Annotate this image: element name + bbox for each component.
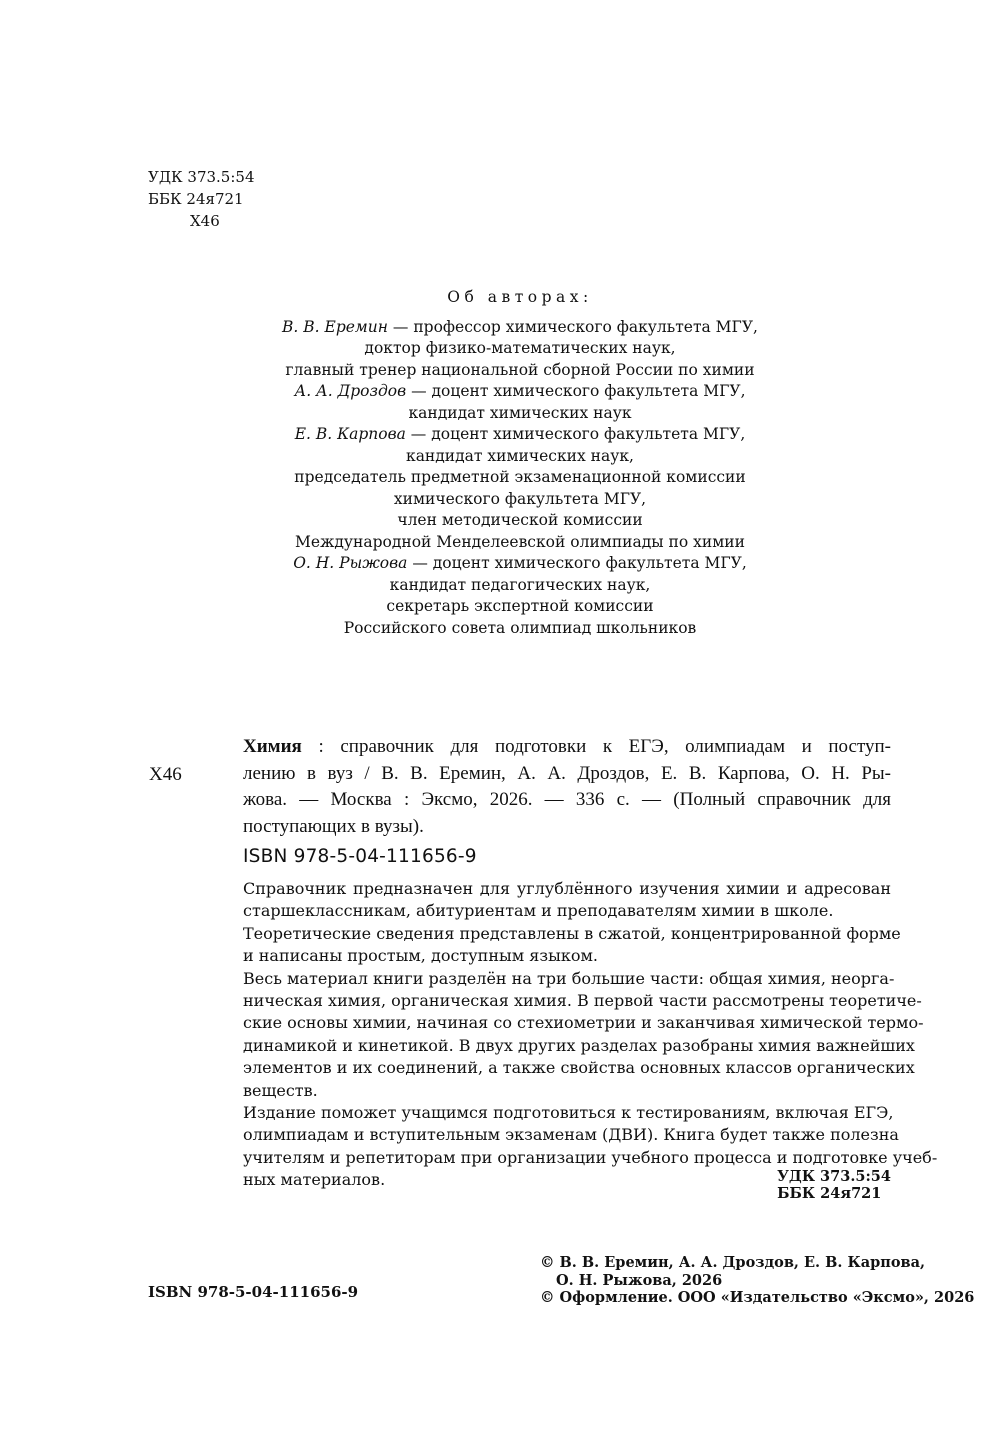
citation-line-1: Химия : справочник для подготовки к ЕГЭ, олимпиадам и поступ- — [243, 736, 891, 757]
author-sign: Х46 — [190, 212, 220, 230]
annotation-line: веществ. — [243, 1080, 318, 1100]
annotation-line: старшеклассникам, абитуриентам и преподавателям химии в школе. — [243, 901, 834, 921]
citation-line-3: жова. — Москва : Эксмо, 2026. — 336 с. — (Полный справочник для — [243, 789, 891, 810]
author-line: председатель предметной экзаменационной комиссии — [294, 468, 746, 486]
annotation-line: учителям и репетиторам при организации учебного процесса и подготовке учеб- — [243, 1147, 938, 1167]
annotation — [243, 878, 938, 1192]
author-line: Международной Менделеевской олимпиады по химии — [295, 532, 745, 551]
annotation-line: Издание поможет учащимся подготовиться к тестированиям, включая ЕГЭ, — [243, 1103, 894, 1123]
bibliographic-citation — [243, 734, 891, 840]
catalog-author-sign: Х46 — [149, 764, 182, 785]
copyright-line-1: © В. В. Еремин, А. А. Дроздов, Е. В. Карпова, — [540, 1254, 926, 1271]
author-name: В. В. Еремин — [282, 317, 388, 336]
author-line: А. А. Дроздов — доцент химического факультета МГУ, — [294, 382, 746, 400]
top-classification — [148, 166, 255, 232]
author-line: кандидат химических наук, — [406, 446, 634, 465]
authors-block — [200, 287, 840, 639]
udk-code-bottom: УДК 373.5:54 — [777, 1168, 891, 1185]
author-line: кандидат химических наук — [408, 403, 632, 422]
author-line: Е. В. Карпова — доцент химического факультета МГУ, — [294, 425, 746, 443]
isbn-main: ISBN 978-5-04-111656-9 — [243, 846, 477, 867]
annotation-line: Справочник предназначен для углублённого изучения химии и адресован — [243, 879, 891, 898]
author-name: А. А. Дроздов — [294, 382, 407, 400]
citation-line-4: поступающих в вузы). — [243, 815, 424, 837]
author-line: член методической комиссии — [397, 511, 643, 529]
authors-heading: Об авторах: — [447, 288, 593, 306]
annotation-line: ские основы химии, начиная со стехиометрии и заканчивая химической термо- — [243, 1013, 924, 1033]
bbk-code: ББК 24я721 — [148, 190, 244, 208]
annotation-line: Теоретические сведения представлены в сжатой, концентрированной форме — [243, 923, 901, 943]
book-title: Химия — [243, 736, 302, 757]
authors-list — [200, 317, 840, 640]
isbn-footer: ISBN 978-5-04-111656-9 — [148, 1283, 359, 1301]
udk-code: УДК 373.5:54 — [148, 168, 255, 186]
annotation-line: ническая химия, органическая химия. В первой части рассмотрены теоретиче- — [243, 991, 922, 1011]
author-line: О. Н. Рыжова — доцент химического факультета МГУ, — [293, 554, 747, 572]
author-line: секретарь экспертной комиссии — [386, 597, 654, 615]
author-line: доктор физико-математических наук, — [364, 339, 676, 357]
copyright-line-2: О. Н. Рыжова, 2026 — [556, 1271, 723, 1289]
author-line: В. В. Еремин — профессор химического факультета МГУ, — [282, 317, 758, 336]
author-line: главный тренер национальной сборной России по химии — [285, 360, 755, 379]
annotation-line: и написаны простым, доступным языком. — [243, 946, 598, 966]
annotation-line: Весь материал книги разделён на три большие части: общая химия, неорга- — [243, 968, 895, 988]
citation-line-2: лению в вуз / В. В. Еремин, А. А. Дроздов, Е. В. Карпова, О. Н. Ры- — [243, 762, 891, 784]
author-name: Е. В. Карпова — [294, 425, 406, 443]
bbk-code-bottom: ББК 24я721 — [777, 1185, 882, 1202]
copyright-line-3: © Оформление. ООО «Издательство «Эксмо», 2026 — [540, 1289, 975, 1306]
author-line: химического факультета МГУ, — [393, 489, 647, 508]
author-name: О. Н. Рыжова — [293, 554, 408, 572]
copyright-block — [540, 1254, 974, 1307]
annotation-line: элементов и их соединений, а также свойства основных классов органических — [243, 1058, 915, 1078]
annotation-line: динамикой и кинетикой. В двух других разделах разобраны химия важнейших — [243, 1035, 915, 1055]
bottom-classification — [777, 1168, 891, 1202]
annotation-line: ных материалов. — [243, 1170, 386, 1190]
annotation-line: олимпиадам и вступительным экзаменам (ДВИ). Книга будет также полезна — [243, 1125, 899, 1145]
author-line: Российского совета олимпиад школьников — [343, 618, 697, 637]
author-line: кандидат педагогических наук, — [389, 575, 651, 594]
